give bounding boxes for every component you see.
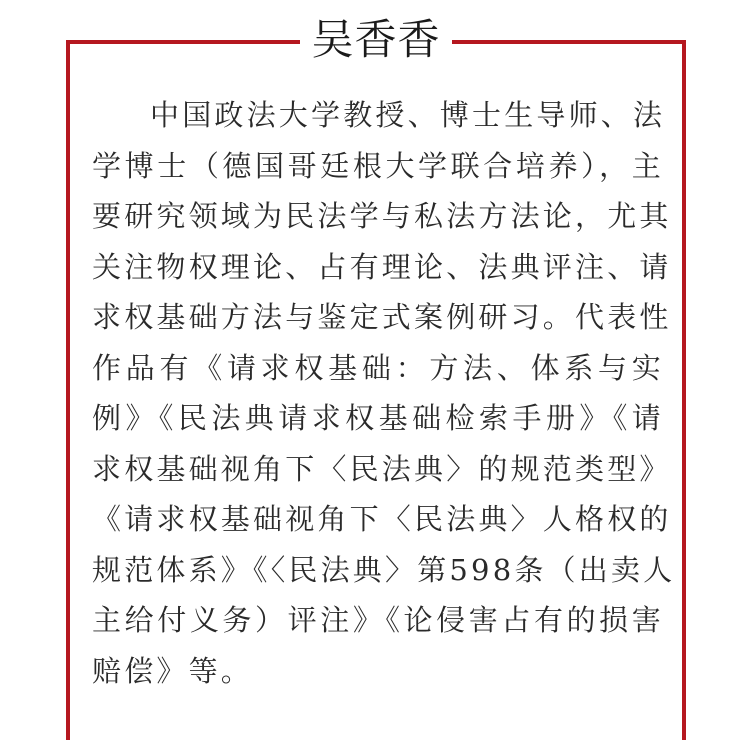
person-name: 吴香香: [311, 15, 441, 64]
bio-line: 规范体系》《〈民法典〉第598条（出卖人: [92, 552, 676, 587]
bio-line: 中国政法大学教授、博士生导师、法: [150, 98, 666, 132]
title-label: [300, 10, 452, 70]
bio-line: 《请求权基础视角下〈民法典〉人格权的: [92, 502, 672, 536]
bio-line: 学博士（德国哥廷根大学联合培养），主: [92, 148, 664, 183]
bio-line: 求权基础视角下〈民法典〉的规范类型》: [92, 451, 672, 486]
bio-line: 例》《民法典请求权基础检索手册》《请: [92, 401, 664, 435]
bio-line: 关注物权理论、占有理论、法典评注、请: [92, 249, 672, 284]
bio-line: 作品有《请求权基础：方法、体系与实: [92, 350, 664, 385]
bio-line: 赔偿》等。: [92, 653, 254, 688]
biography-paragraph: [92, 90, 676, 696]
bio-line: 求权基础方法与鉴定式案例研习。代表性: [92, 300, 672, 334]
bio-line: 要研究领域为民法学与私法方法论，尤其: [92, 199, 672, 233]
bio-line: 主给付义务）评注》《论侵害占有的损害: [92, 603, 664, 637]
